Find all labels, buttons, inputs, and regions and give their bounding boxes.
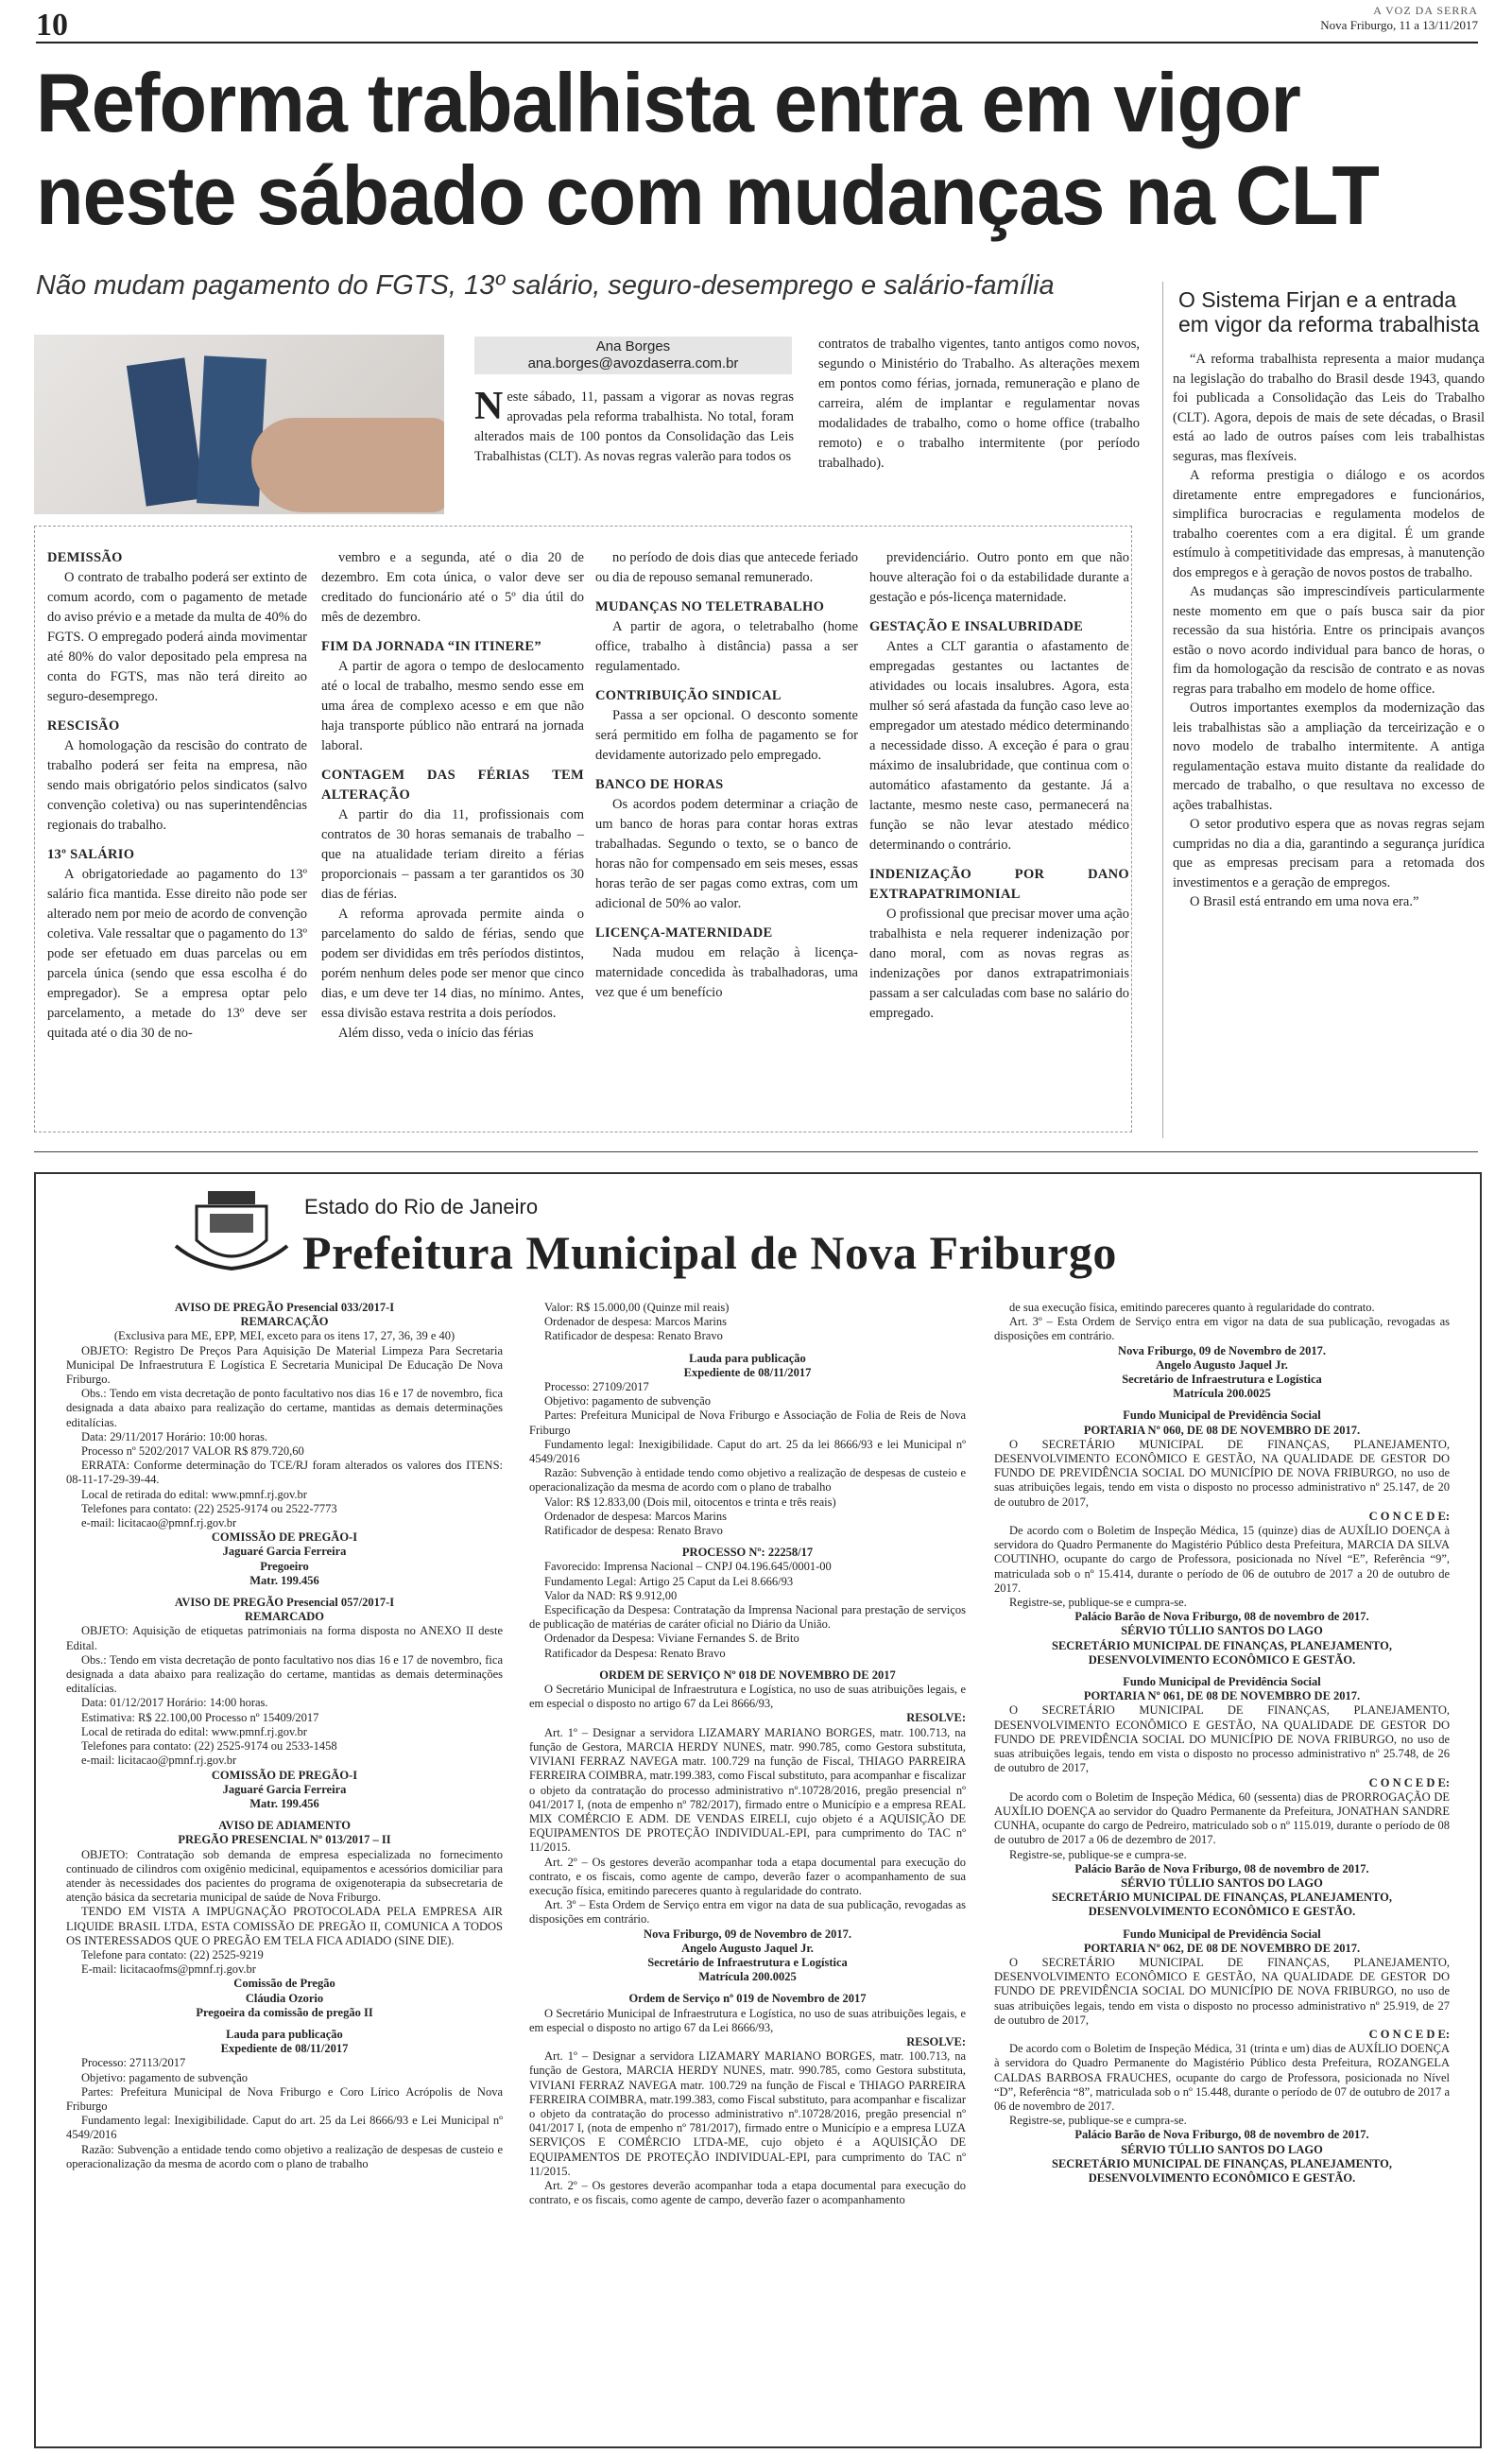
section-heading: MUDANÇAS NO TELETRABALHO <box>595 599 825 614</box>
spacer <box>66 1811 503 1819</box>
notice-line: de sua execução física, emitindo pareceres quanto à regularidade do contrato. <box>1009 1301 1375 1314</box>
notice-line: C O N C E D E: <box>1368 2027 1450 2041</box>
section-heading: 13º SALÁRIO <box>47 847 135 862</box>
lede-continued: contratos de trabalho vigentes, tanto antigos como novos, segundo o Ministério do Trabalho. As alterações mexem em pontos como férias, jornada, remuneração e plano de carreira, além de implantar e regulamentar novas modalidades de trabalho, como o home office (trabalho remoto) e o trabalho intermitente (por período trabalhado). <box>818 337 1140 471</box>
spacer <box>994 1920 1450 1927</box>
section-text: A reforma aprovada permite ainda o parcelamento do saldo de férias, sendo que podem ser divididas em três períodos distintos, porém nenhum deles pode ser menor que cinco dias, e um deve ter 14 dias, no mínimo. Antes, essa divisão estava restrita a dois períodos. <box>321 907 584 1021</box>
notice-line: Fundamento legal: Inexigibilidade. Caput do art. 25 da Lei 8666/93 e Lei Municipal nº 4549/2016 <box>66 2114 503 2142</box>
notice-line: O SECRETÁRIO MUNICIPAL DE FINANÇAS, PLANEJAMENTO, DESENVOLVIMENTO ECONÔMICO E GESTÃO, NA QUALIDADE DE GESTOR DO FUNDO DE PREVIDÊNCIA SOCIAL DO MUNICÍPIO DE NOVA FRIBURGO, no uso de suas atribuições legais, tendo em vista o disposto no processo administrativo nº 25.147, de 20 de outubro de 2017, <box>994 1437 1450 1509</box>
section-text: no período de dois dias que antecede feriado ou dia de repouso semanal remunerado. <box>595 550 858 585</box>
notice-line: Telefones para contato: (22) 2525-9174 ou 2533-1458 <box>81 1739 337 1754</box>
notice-line: Fundamento legal: Inexigibilidade. Caput do art. 25 da lei 8666/93 e lei Municipal nº 4549/2016 <box>529 1437 966 1466</box>
spacer <box>66 2020 503 2028</box>
notice-line: OBJETO: Aquisição de etiquetas patrimoniais na forma disposta no ANEXO II deste Edital. <box>66 1624 503 1652</box>
notice-line: Processo: 27113/2017 <box>81 2056 186 2070</box>
notice-line: C O N C E D E: <box>1368 1775 1450 1789</box>
notice-line: Partes: Prefeitura Municipal de Nova Friburgo e Associação de Folia de Reis de Nova Friburgo <box>529 1408 966 1437</box>
notice-line: Cláudia Ozorio <box>245 1991 324 2005</box>
notice-line: Local de retirada do edital: www.pmnf.rj.gov.br <box>81 1724 307 1738</box>
notice-line: TENDO EM VISTA A IMPUGNAÇÃO PROTOCOLADA PELA EMPRESA AIR LIQUIDE BRASIL LTDA, ESTA COMISSÃO DE PREGÃO II, COMUNICA A TODOS OS INTERESSADOS QUE O PREGÃO EM TELA FICA ADIADO (SINE DIE). <box>66 1905 503 1947</box>
notice-line: Matrícula 200.0025 <box>1173 1387 1271 1401</box>
notice-line: Ratificador de despesa: Renato Bravo <box>544 1524 723 1538</box>
section-text: vembro e a segunda, até o dia 20 de dezembro. Em cota única, o valor deve ser creditado do funcionário até o 5º dia útil do mês de dezembro. <box>321 550 584 625</box>
notice-line: Lauda para publicação <box>689 1351 806 1365</box>
notice-line: SÉRVIO TÚLLIO SANTOS DO LAGO <box>1121 1624 1323 1638</box>
sidebar-box <box>1162 282 1485 1138</box>
masthead <box>1320 4 1478 32</box>
notice-line: Fundamento Legal: Artigo 25 Caput da Lei 8.666/93 <box>544 1574 794 1588</box>
notices-column-1 <box>66 1301 503 2171</box>
notice-line: C O N C E D E: <box>1368 1509 1450 1523</box>
notice-line: Nova Friburgo, 09 de Novembro de 2017. <box>1118 1343 1326 1357</box>
notice-line: Fundo Municipal de Previdência Social <box>1123 1675 1321 1689</box>
notice-line: Palácio Barão de Nova Friburgo, 08 de novembro de 2017. <box>1074 1610 1369 1624</box>
section-text: A homologação da rescisão do contrato de trabalho poderá ser feita na empresa, não sendo mais obrigatório pelos sindicatos (salvo convenção coletiva) ou nas superintendências regionais do trabalho. <box>47 738 307 833</box>
section-divider <box>34 1151 1478 1152</box>
notice-line: Ordenador da Despesa: Viviane Fernandes S. de Brito <box>544 1632 799 1646</box>
notice-line: OBJETO: Registro De Preços Para Aquisição De Material Limpeza Para Secretaria Municipal De Infraestrutura E Logística E Secretaria Municipal De Educação De Nova Friburgo. <box>66 1343 503 1387</box>
section-text: Antes a CLT garantia o afastamento de empregadas gestantes ou lactantes de atividades ou locais insalubres. Agora, esta mulher só será afastada da função caso leve ao empregador um atestado médico determinando a necessidade disso. A exceção é para o grau máximo de insalubridade, que continua com o automático afastamento da gestante. Já a lactante, mesmo neste caso, permanecerá na função se não levar atestado médico determinando o contrário. <box>869 639 1129 853</box>
lede-text: este sábado, 11, passam a vigorar as novas regras aprovadas pela reforma trabalhista. No total, foram alterados mais de 100 pontos da Consolidação das Leis Trabalhistas (CLT). As novas regras valerão para todos os <box>474 389 794 464</box>
notices-column-2 <box>529 1301 966 2207</box>
section-heading: GESTAÇÃO E INSALUBRIDADE <box>869 619 1084 634</box>
section-text: Os acordos podem determinar a criação de um banco de horas para contar horas extras trabalhadas. Segundo o texto, se o banco de horas não for compensado em seis meses, essas horas terão de ser pagas como extras, com um adicional de 50% ao valor. <box>595 797 858 911</box>
notice-line: Telefone para contato: (22) 2525-9219 <box>81 1947 264 1961</box>
notice-line: Expediente de 08/11/2017 <box>683 1365 812 1379</box>
section-text: A obrigatoriedade ao pagamento do 13º salário fica mantida. Esse direito não pode ser alterado nem por meio de acordo de convenção coletiva. Vale ressaltar que o pagamento do 13º pode ser efetuado em duas parcelas ou em parcela única (sendo que essa escolha é do empregador). Se a empresa optar pelo parcelamento, a metade do 13º deve ser quitada até o dia 30 de no- <box>47 867 307 1041</box>
notice-line: Matr. 199.456 <box>249 1573 319 1587</box>
notice-line: Art. 1º – Designar a servidora LIZAMARY MARIANO BORGES, matr. 100.713, na função de Gestora, MARCIA HERDY NUNES, matr. 990.785, como Gestora substituta, VIVIANI FERRAZ NAVEGA matr. 100.729 na função de Fiscal e THIAGO PARREIRA FERREIRA COIMBRA, matr.199.383, como Fiscal substituto, para acompanhar e fiscalizar o objeto da contratação do processo administrativo nº.10728/2016, pregão presencial nº 041/2017 I, (nota de empenho nº 781/2017), firmado entre o Município e a empresa LUZA SERVIÇOS E COMÉRCIO LTDA-ME, cujo objeto é a AQUISIÇÃO DE EQUIPAMENTOS DE PROTEÇÃO INDIVIDUAL-EPI, para cumprimento do TAC nº 11/2015. <box>529 2049 966 2178</box>
sidebar-title: O Sistema Firjan e a entrada em vigor da reforma trabalhista <box>1178 287 1480 337</box>
notice-line: Razão: Subvenção a entidade tendo como objetivo a realização de despesas de custeio e operacionalização da mesma de acordo com o plano de trabalho <box>66 2142 503 2170</box>
notice-line: Ratificador da Despesa: Renato Bravo <box>544 1646 726 1660</box>
notice-line: PREGÃO PRESENCIAL Nº 013/2017 – II <box>178 1833 391 1847</box>
section-heading: DEMISSÃO <box>47 550 123 565</box>
prefeitura-title: Prefeitura Municipal de Nova Friburgo <box>302 1226 1117 1279</box>
notice-line: Ordenador de despesa: Marcos Marins <box>544 1509 727 1523</box>
notice-line: Art. 1º – Designar a servidora LIZAMARY MARIANO BORGES, matr. 100.713, na função de Gestora, MARCIA HERDY NUNES, matr. 990.785, como Gestora substituta, VIVIANI FERRAZ NAVEGA matr. 100.729 na função de Fiscal, THIAGO PARREIRA FERREIRA COIMBRA, matr.199.383, como Fiscal substituto, para acompanhar e fiscalizar o objeto da contratação do processo administrativo nº.10728/2016, pregão presencial nº 041/2017 I, (nota de empenho nº 782/2017), firmado entre o Município e a empresa REAL MIX COMÉRCIO E ADM. DE VENDAS EIRELI, cujo objeto é a AQUISIÇÃO DE EQUIPAMENTOS DE PROTEÇÃO INDIVIDUAL-EPI, para cumprimento do TAC nº 11/2015. <box>529 1725 966 1855</box>
info-column-4 <box>869 548 1129 1024</box>
section-heading: LICENÇA-MATERNIDADE <box>595 925 773 941</box>
notice-line: Jaguaré Garcia Ferreira <box>222 1782 347 1796</box>
sidebar-paragraph: As mudanças são imprescindíveis particularmente neste momento em que o país busca sair da pior recessão da sua história. Entre os principais avanços estão o novo acordo individual para banco de horas, o fim da homologação da rescisão de contrato e as novas regras para trabalho em modelo de home office. <box>1173 584 1485 697</box>
notice-line: ORDEM DE SERVIÇO Nº 018 DE NOVEMBRO DE 2017 <box>599 1668 896 1682</box>
notice-line: Pregoeira da comissão de pregão II <box>196 2005 373 2019</box>
notice-line: Palácio Barão de Nova Friburgo, 08 de novembro de 2017. <box>1074 2128 1369 2142</box>
notice-line: Nova Friburgo, 09 de Novembro de 2017. <box>644 1927 851 1941</box>
notice-line: Comissão de Pregão <box>233 1977 335 1991</box>
sidebar-text <box>1173 350 1485 912</box>
notice-line: Favorecido: Imprensa Nacional – CNPJ 04.196.645/0001-00 <box>544 1560 832 1574</box>
section-text: A partir de agora o tempo de deslocamento até o local de trabalho, mesmo sendo esse em uma área de complexo acesso e em que não haja transporte público não entrará na jornada laboral. <box>321 659 584 753</box>
article-photo <box>34 335 444 514</box>
notice-line: O Secretário Municipal de Infraestrutura e Logística, no uso de suas atribuições legais, e em especial o disposto no artigo 67 da Lei 8666/93, <box>529 1683 966 1711</box>
notice-line: AVISO DE PREGÃO Presencial 033/2017-I <box>174 1301 395 1314</box>
notice-line: Secretário de Infraestrutura e Logística <box>1122 1373 1322 1387</box>
notice-line: Palácio Barão de Nova Friburgo, 08 de novembro de 2017. <box>1074 1861 1369 1875</box>
notice-line: Ordenador de despesa: Marcos Marins <box>544 1315 727 1329</box>
notice-line: PORTARIA Nº 060, DE 08 DE NOVEMBRO DE 2017. <box>1083 1423 1361 1437</box>
spacer <box>529 1661 966 1668</box>
notice-line: De acordo com o Boletim de Inspeção Médica, 31 (trinta e um) dias de AUXÍLIO DOENÇA à servidora do Quadro Permanente do Magistério Público desta Prefeitura, ROZANGELA CALDAS BARBOSA FRAUCHES, ocupante do cargo de Professora, posicionada no Nível “D”, Referência “8”, matriculada sob o nº 15.448, durante o período de 07 de outubro de 2017 a 06 de novembro de 2017. <box>994 2042 1450 2113</box>
sidebar-paragraph: A reforma prestigia o diálogo e os acordos diretamente entre empregadores e funcionários, simplifica burocracias e regulamenta modelos de trabalho coerentes com a era digital. É um grande estímulo à competitividade das empresas, à manutenção dos empregos e à geração de novos postos de trabalho. <box>1173 468 1485 580</box>
notice-line: Ordem de Serviço nº 019 de Novembro de 2017 <box>628 1992 867 2006</box>
notice-line: COMISSÃO DE PREGÃO-I <box>211 1768 358 1782</box>
notice-line: O SECRETÁRIO MUNICIPAL DE FINANÇAS, PLANEJAMENTO, DESENVOLVIMENTO ECONÔMICO E GESTÃO, NA QUALIDADE DE GESTOR DO FUNDO DE PREVIDÊNCIA SOCIAL DO MUNICÍPIO DE NOVA FRIBURGO, no uso de suas atribuições legais, tendo em vista o disposto no processo administrativo nº 25.748, de 26 de outubro de 2017, <box>994 1703 1450 1775</box>
section-text: O contrato de trabalho poderá ser extinto de comum acordo, com o pagamento de metade do aviso prévio e a metade da multa de 40% do FGTS. O empregado poderá ainda movimentar até 80% do valor depositado pela empresa na conta do FGTS, mas não terá direito ao seguro-desemprego. <box>47 570 307 704</box>
spacer <box>994 1668 1450 1675</box>
spacer <box>66 1588 503 1596</box>
notice-line: Angelo Augusto Jaquel Jr. <box>1156 1357 1288 1372</box>
prefeitura-state: Estado do Rio de Janeiro <box>304 1195 539 1218</box>
notice-line: Angelo Augusto Jaquel Jr. <box>681 1941 814 1955</box>
notice-line: AVISO DE ADIAMENTO <box>218 1819 351 1833</box>
notice-line: COMISSÃO DE PREGÃO-I <box>211 1530 358 1545</box>
info-column-1 <box>47 548 307 1044</box>
notice-line: e-mail: licitacao@pmnf.rj.gov.br <box>81 1516 237 1530</box>
notice-line: Valor: R$ 15.000,00 (Quinze mil reais) <box>544 1301 730 1314</box>
notice-line: PROCESSO Nº: 22258/17 <box>681 1546 814 1560</box>
notice-line: SÉRVIO TÚLLIO SANTOS DO LAGO <box>1121 1875 1323 1890</box>
headline: Reforma trabalhista entra em vigor neste sábado com mudanças na CLT <box>36 56 1379 242</box>
byline <box>474 337 792 374</box>
notice-line: Valor: R$ 12.833,00 (Dois mil, oitocentos e trinta e três reais) <box>544 1495 836 1509</box>
lede <box>474 385 794 467</box>
notice-line: RESOLVE: <box>906 1711 966 1725</box>
notice-line: Fundo Municipal de Previdência Social <box>1123 1927 1321 1941</box>
notice-line: Jaguaré Garcia Ferreira <box>222 1545 347 1559</box>
spacer <box>994 1401 1450 1408</box>
notice-line: Obs.: Tendo em vista decretação de ponto facultativo nos dias 16 e 17 de novembro, fica designada a data abaixo para realização do certame, mantidas as demais determinações editalícias. <box>66 1387 503 1429</box>
spacer <box>529 1538 966 1546</box>
notice-line: PORTARIA Nº 061, DE 08 DE NOVEMBRO DE 2017. <box>1083 1689 1361 1703</box>
notice-line: Matr. 199.456 <box>249 1796 319 1810</box>
notice-line: Telefones para contato: (22) 2525-9174 ou 2522-7773 <box>81 1501 337 1515</box>
paper-name: A VOZ DA SERRA <box>1373 4 1478 17</box>
top-rule <box>36 42 1478 43</box>
notices-column-3 <box>994 1301 1450 2186</box>
notice-line: AVISO DE PREGÃO Presencial 057/2017-I <box>174 1596 395 1610</box>
notice-line: Registre-se, publique-se e cumpra-se. <box>1009 1847 1187 1861</box>
notice-line: PORTARIA Nº 062, DE 08 DE NOVEMBRO DE 2017. <box>1083 1941 1361 1955</box>
subhead: Não mudam pagamento do FGTS, 13º salário, seguro-desemprego e salário-família <box>36 270 1055 301</box>
notice-line: Registre-se, publique-se e cumpra-se. <box>1009 1596 1187 1610</box>
notice-line: Data: 01/12/2017 Horário: 14:00 horas. <box>81 1696 268 1710</box>
sidebar-paragraph: O Brasil está entrando em uma nova era.” <box>1190 894 1419 909</box>
notice-line: RESOLVE: <box>906 2034 966 2048</box>
notice-line: SECRETÁRIO MUNICIPAL DE FINANÇAS, PLANEJAMENTO, DESENVOLVIMENTO ECONÔMICO E GESTÃO. <box>1052 1638 1392 1667</box>
dateline: Nova Friburgo, 11 a 13/11/2017 <box>1320 18 1478 32</box>
work-card-image <box>127 357 204 506</box>
notice-line: Especificação da Despesa: Contratação da Imprensa Nacional para prestação de serviços de publicação de matérias de caráter oficial no Diário da União. <box>529 1603 966 1632</box>
dropcap: N <box>474 385 504 428</box>
notice-line: Objetivo: pagamento de subvenção <box>544 1394 711 1408</box>
author-name: Ana Borges <box>595 338 671 354</box>
section-text: A partir do dia 11, profissionais com contratos de 30 horas semanais de trabalho – que na atualidade teriam direito a férias proporcionais – passam a ter garantidos os 30 dias de férias. <box>321 807 584 902</box>
notice-line: Ratificador de despesa: Renato Bravo <box>544 1329 723 1343</box>
notice-line: De acordo com o Boletim de Inspeção Médica, 15 (quinze) dias de AUXÍLIO DOENÇA à servidora do Quadro Permanente do Magistério Público desta Prefeitura, MARCIA DA SILVA COUTINHO, ocupante do cargo de Professora, posicionada no Nível “E”, Referência “9”, matriculada sob o nº 15.414, durante o período de 06 de outubro de 2017 a 20 de outubro de 2017. <box>994 1524 1450 1595</box>
notice-line: Local de retirada do edital: www.pmnf.rj.gov.br <box>81 1487 307 1501</box>
notice-line: Pregoeiro <box>260 1559 309 1573</box>
notice-line: Matrícula 200.0025 <box>698 1970 797 1984</box>
hand-image <box>251 418 444 512</box>
info-column-3 <box>595 548 858 1003</box>
notice-line: OBJETO: Contratação sob demanda de empresa especializada no fornecimento continuado de cilindros com oxigênio medicinal, equipamentos e acessórios domiciliar para atender às necessidades dos pacientes do programa de oxigenoterapia da subsecretaria de atenção básica da secretaria municipal de saúde de Nova Friburgo. <box>66 1847 503 1905</box>
spacer <box>529 1984 966 1992</box>
notice-line: Registre-se, publique-se e cumpra-se. <box>1009 2114 1187 2128</box>
notice-line: Expediente de 08/11/2017 <box>220 2042 349 2056</box>
spacer <box>529 1344 966 1352</box>
notice-line: ERRATA: Conforme determinação do TCE/RJ foram alterados os valores dos ITENS: 08-11-17-29-39-44. <box>66 1459 503 1487</box>
notice-line: Art. 2º – Os gestores deverão acompanhar toda a etapa documental para execução do contrato, e os fiscais, como agente de campo, deverão fazer o acompanhamento de sua execução física, emitindo pareceres quanto à regularidade do contrato. <box>529 1855 966 1897</box>
info-column-2 <box>321 548 584 1044</box>
notice-line: Data: 29/11/2017 Horário: 10:00 horas. <box>81 1429 268 1443</box>
sidebar-paragraph: O setor produtivo espera que as novas regras sejam cumpridas no dia a dia, garantindo a segurança jurídica que as empresas precisam para a retomada dos investimentos e a geração de empregos. <box>1173 817 1485 890</box>
section-heading: RESCISÃO <box>47 718 120 734</box>
section-heading: BANCO DE HORAS <box>595 777 724 792</box>
author-email[interactable]: ana.borges@avozdaserra.com.br <box>527 355 739 372</box>
notice-line: Processo nº 5202/2017 VALOR R$ 879.720,60 <box>81 1444 304 1459</box>
section-heading: CONTRIBUIÇÃO SINDICAL <box>595 688 782 703</box>
notice-line: De acordo com o Boletim de Inspeção Médica, 60 (sessenta) dias de PRORROGAÇÃO DE AUXÍLIO DOENÇA ao servidor do Quadro Permanente da Prefeitura, JONATHAN SANDRE CUNHA, ocupante do cargo de Pedreiro, matriculado sob o nº 115.019, durante o período de 08 de outubro de 2017 a 06 de dezembro de 2017. <box>994 1789 1450 1847</box>
notice-line: e-mail: licitacao@pmnf.rj.gov.br <box>81 1754 237 1768</box>
section-text: Além disso, veda o início das férias <box>338 1026 534 1041</box>
notice-line: SÉRVIO TÚLLIO SANTOS DO LAGO <box>1121 2142 1323 2156</box>
section-heading: FIM DA JORNADA “IN ITINERE” <box>321 639 541 654</box>
page-number: 10 <box>36 8 68 43</box>
notice-line: SECRETÁRIO MUNICIPAL DE FINANÇAS, PLANEJAMENTO, DESENVOLVIMENTO ECONÔMICO E GESTÃO. <box>1052 2156 1392 2185</box>
section-text: previdenciário. Outro ponto em que não houve alteração foi o da estabilidade durante a gestação e pós-licença maternidade. <box>869 550 1129 605</box>
notice-line: Razão: Subvenção à entidade tendo como objetivo a realização de despesas de custeio e operacionalização da mesma de acordo com o plano de trabalho <box>529 1466 966 1495</box>
city-crest-icon <box>170 1185 293 1278</box>
notice-line: Processo: 27109/2017 <box>544 1380 649 1394</box>
section-heading: INDENIZAÇÃO POR DANO EXTRAPATRIMONIAL <box>869 867 1129 902</box>
notice-line: Partes: Prefeitura Municipal de Nova Friburgo e Coro Lírico Acrópolis de Nova Friburgo <box>66 2084 503 2113</box>
notice-line: Valor da NAD: R$ 9.912,00 <box>544 1588 678 1602</box>
notice-line: Fundo Municipal de Previdência Social <box>1123 1408 1321 1423</box>
notice-line: Art. 3º – Esta Ordem de Serviço entra em vigor na data de sua publicação, revogadas as disposições em contrário. <box>529 1898 966 1927</box>
section-heading: CONTAGEM DAS FÉRIAS TEM ALTERAÇÃO <box>321 768 584 803</box>
section-text: Passa a ser opcional. O desconto somente será permitido em folha de pagamento se for devidamente autorizado pelo empregado. <box>595 708 858 763</box>
notice-line: Art. 3º – Esta Ordem de Serviço entra em vigor na data de sua publicação, revogadas as disposições em contrário. <box>994 1315 1450 1343</box>
section-text: A partir de agora, o teletrabalho (home office, trabalho à distância) passa a ser regulamentado. <box>595 619 858 674</box>
notice-line: E-mail: licitacaofms@pmnf.rj.gov.br <box>81 1962 256 1977</box>
notice-line: Estimativa: R$ 22.100,00 Processo nº 15409/2017 <box>81 1710 319 1724</box>
sidebar-paragraph: “A reforma trabalhista representa a maior mudança na legislação do trabalho do Brasil desde 1943, quando foi publicada a Consolidação das Leis do Trabalho (CLT). Agora, depois de mais de sete décadas, o Brasil está ao lado de outros países com leis trabalhistas seguras, mas flexíveis. <box>1173 352 1485 464</box>
notice-line: O SECRETÁRIO MUNICIPAL DE FINANÇAS, PLANEJAMENTO, DESENVOLVIMENTO ECONÔMICO E GESTÃO, NA QUALIDADE DE GESTOR DO FUNDO DE PREVIDÊNCIA SOCIAL DO MUNICÍPIO DE NOVA FRIBURGO, no uso de suas atribuições legais, tendo em vista o disposto no processo administrativo nº 25.919, de 27 de outubro de 2017, <box>994 1955 1450 2027</box>
section-text: O profissional que precisar mover uma ação trabalhista e nela requerer indenização por dano moral, com as novas regras as indenizações por danos extrapatrimoniais passam a ser calculadas com base no salário do empregado. <box>869 907 1129 1021</box>
notice-line: Objetivo: pagamento de subvenção <box>81 2070 248 2084</box>
notice-line: Art. 2º – Os gestores deverão acompanhar toda a etapa documental para execução do contrato, e os fiscais, como agente de campo, deverão fazer o acompanhamento <box>529 2178 966 2207</box>
notice-line: Obs.: Tendo em vista decretação de ponto facultativo nos dias 16 e 17 de novembro, fica designada a data abaixo para realização do certame, mantidas as demais determinações editalícias. <box>66 1652 503 1696</box>
notice-line: O Secretário Municipal de Infraestrutura e Logística, no uso de suas atribuições legais, e em especial o disposto no artigo 67 da Lei 8666/93, <box>529 2006 966 2034</box>
notice-line: REMARCAÇÃO <box>240 1315 329 1329</box>
notice-line: REMARCADO <box>244 1610 325 1624</box>
notice-line: Secretário de Infraestrutura e Logística <box>647 1955 848 1969</box>
notice-line: Lauda para publicação <box>226 2027 343 2041</box>
notice-line: SECRETÁRIO MUNICIPAL DE FINANÇAS, PLANEJAMENTO, DESENVOLVIMENTO ECONÔMICO E GESTÃO. <box>1052 1891 1392 1919</box>
sidebar-paragraph: Outros importantes exemplos da modernização das leis trabalhistas são a ampliação da terceirização e o novo modelo de trabalho intermitente. A antiga regulamentação estava muito distante da realidade do mercado de trabalho, o que resultava no excesso de ações trabalhistas. <box>1173 700 1485 813</box>
section-text: Nada mudou em relação à licença-maternidade concedida às trabalhadoras, uma vez que é um benefício <box>595 945 858 1000</box>
notice-line: (Exclusiva para ME, EPP, MEI, exceto para os itens 17, 27, 36, 39 e 40) <box>113 1329 455 1343</box>
